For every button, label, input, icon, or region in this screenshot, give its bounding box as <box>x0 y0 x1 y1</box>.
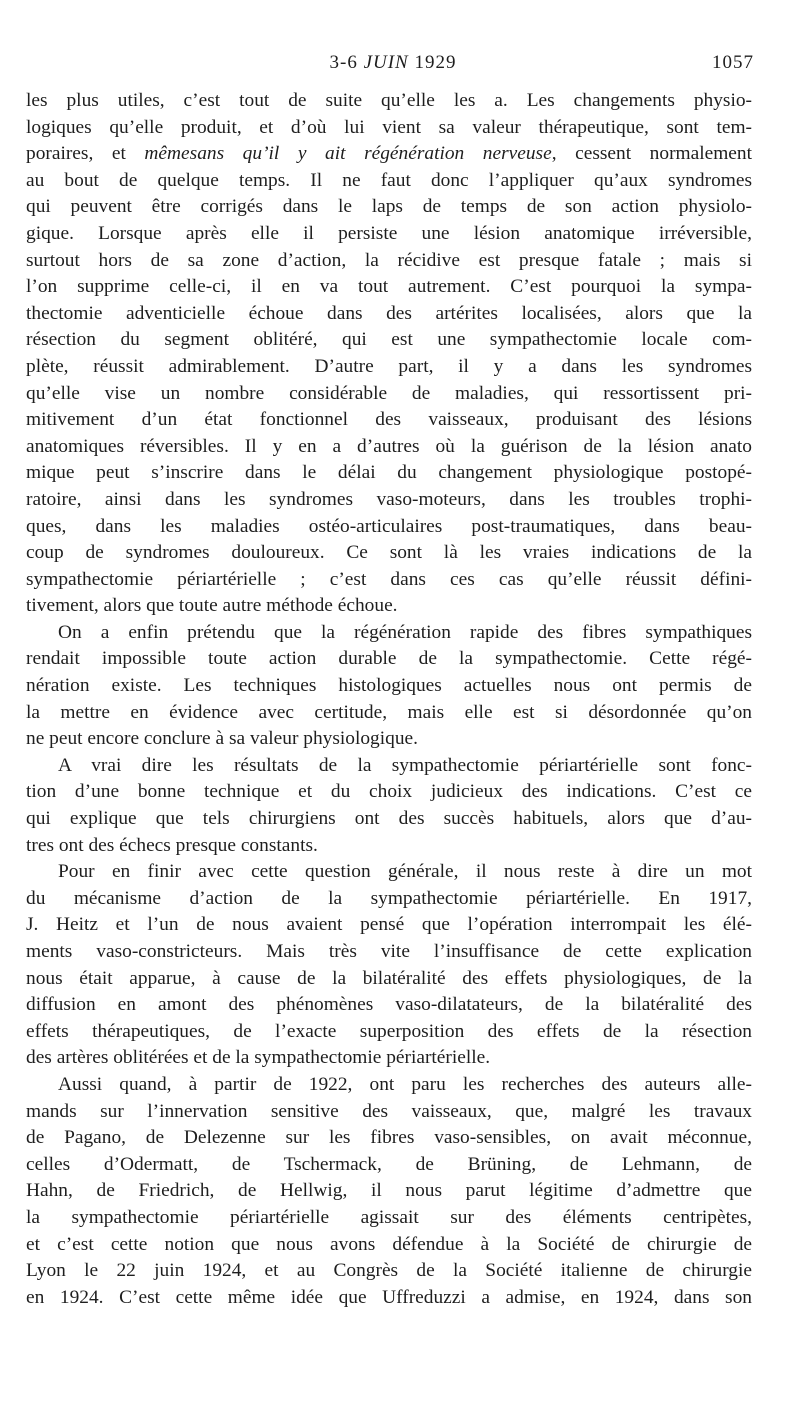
text-line: qu’elle vise un nombre considérable de maladies, qui ressortissent pri- <box>26 382 752 404</box>
text-line: les plus utiles, c’est tout de suite qu’elle les a. Les changements physio- <box>26 90 752 111</box>
text-line: nous était apparue, à cause de la bilatéralité des effets physiologiques, de la <box>26 967 752 989</box>
text-line: Hahn, de Friedrich, de Hellwig, il nous parut légitime d’admettre que <box>26 1180 752 1202</box>
header-date-prefix: 3-6 <box>329 52 358 73</box>
text-line: gique. Lorsque après elle il persiste une lésion anatomique irréversible, <box>26 222 752 244</box>
text-line: qui explique que tels chirurgiens ont des succès habituels, alors que d’au- <box>26 808 752 830</box>
text-line: nération existe. Les techniques histologiques actuelles nous ont permis de <box>26 675 752 697</box>
text-line: effets thérapeutiques, de l’exacte superposition des effets de la résection <box>26 1020 752 1042</box>
text-line: A vrai dire les résultats de la sympathectomie périartérielle sont fonc- <box>58 754 752 776</box>
text-line: qui peuvent être corrigés dans le laps de temps de son action physiolo- <box>26 196 752 218</box>
text-line: de Pagano, de Delezenne sur les fibres vaso-sensibles, on avait méconnue, <box>26 1127 752 1149</box>
text-line: surtout hors de sa zone d’action, la récidive est presque fatale ; mais si <box>26 249 752 271</box>
text-line: plète, réussit admirablement. D’autre part, il y a dans les syndromes <box>26 355 752 377</box>
header-date-year: 1929 <box>414 52 457 73</box>
page-number: 1057 <box>712 52 754 73</box>
text-line: poraires, et mêmesans qu’il y ait régénération nerveuse, cessent normalement <box>26 143 752 165</box>
text-line: Pour en finir avec cette question générale, il nous reste à dire un mot <box>58 861 752 883</box>
text-line: ratoire, ainsi dans les syndromes vaso-moteurs, dans les troubles trophi- <box>26 488 752 510</box>
text-line: sympathectomie périartérielle ; c’est dans ces cas qu’elle réussit défini- <box>26 568 752 590</box>
text-line: Aussi quand, à partir de 1922, ont paru les recherches des auteurs alle- <box>58 1073 752 1095</box>
text-line: mique peut s’inscrire dans le délai du changement physiologique postopé- <box>26 462 752 484</box>
text-line: au bout de quelque temps. Il ne faut donc l’appliquer qu’aux syndromes <box>26 169 752 191</box>
text-line: rendait impossible toute action durable de la sympathectomie. Cette régé- <box>26 648 752 670</box>
header-date <box>28 52 758 74</box>
text-line: tres ont des échecs presque constants. <box>26 834 318 856</box>
text-line: des artères oblitérées et de la sympathectomie périartérielle. <box>26 1047 491 1069</box>
body-text <box>26 88 752 1311</box>
text-line: la sympathectomie périartérielle agissait sur des éléments centripètes, <box>26 1206 752 1228</box>
text-line: ments vaso-constricteurs. Mais très vite l’insuffisance de cette explication <box>26 941 752 962</box>
text-line: ne peut encore conclure à sa valeur physiologique. <box>26 728 418 750</box>
text-line: tion d’une bonne technique et du choix judicieux des indications. C’est ce <box>26 781 752 803</box>
header-date-month: JUIN <box>363 52 409 73</box>
text-line: ques, dans les maladies ostéo-articulaires post-traumatiques, dans beau- <box>26 515 752 537</box>
text-line: l’on supprime celle-ci, il en va tout autrement. C’est pourquoi la sympa- <box>26 276 752 298</box>
text-line: celles d’Odermatt, de Tschermack, de Brüning, de Lehmann, de <box>26 1153 752 1175</box>
emphasis: mêmesans qu’il y ait régénération nerveuse <box>144 143 552 165</box>
text-line: coup de syndromes douloureux. Ce sont là les vraies indications de la <box>26 542 752 564</box>
text-line: résection du segment oblitéré, qui est une sympathectomie locale com- <box>26 329 752 351</box>
running-header <box>28 52 758 80</box>
text-line: J. Heitz et l’un de nous avaient pensé que l’opération interrompait les élé- <box>26 914 752 936</box>
text-line: tivement, alors que toute autre méthode échoue. <box>26 595 398 617</box>
text-line: mands sur l’innervation sensitive des vaisseaux, que, malgré les travaux <box>26 1100 752 1122</box>
text-line: thectomie adventicielle échoue dans des artérites localisées, alors que la <box>26 302 752 324</box>
text-line: Lyon le 22 juin 1924, et au Congrès de la Société italienne de chirurgie <box>26 1260 752 1282</box>
text-line: du mécanisme d’action de la sympathectomie périartérielle. En 1917, <box>26 887 752 909</box>
text-line: mitivement d’un état fonctionnel des vaisseaux, produisant des lésions <box>26 409 752 431</box>
text-line: en 1924. C’est cette même idée que Uffreduzzi a admise, en 1924, dans son <box>26 1286 752 1308</box>
text-line: diffusion en amont des phénomènes vaso-dilatateurs, de la bilatéralité des <box>26 994 752 1016</box>
text-line: On a enfin prétendu que la régénération rapide des fibres sympathiques <box>58 621 752 643</box>
text-line: la mettre en évidence avec certitude, mais elle est si désordonnée qu’on <box>26 701 752 723</box>
text-line: logiques qu’elle produit, et d’où lui vient sa valeur thérapeutique, sont tem- <box>26 116 752 138</box>
text-line: anatomiques réversibles. Il y en a d’autres où la guérison de la lésion anato <box>26 435 752 457</box>
text-line: et c’est cette notion que nous avons défendue à la Société de chirurgie de <box>26 1233 752 1255</box>
